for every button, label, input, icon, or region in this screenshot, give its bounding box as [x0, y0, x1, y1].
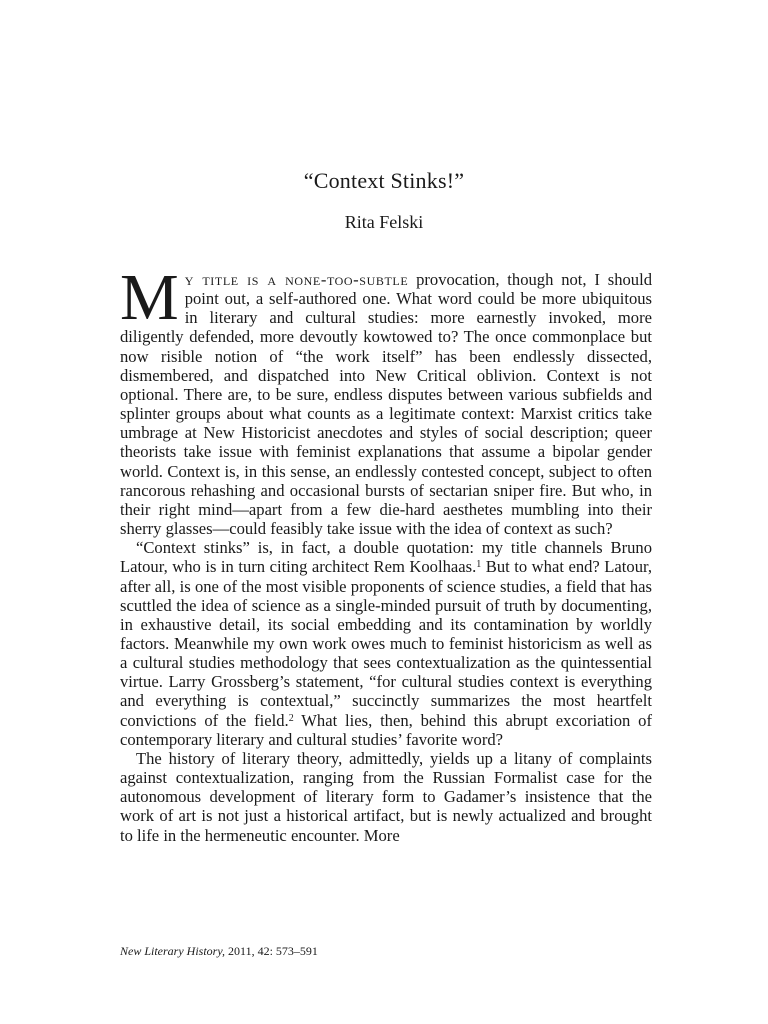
article-body: [120, 261, 653, 845]
drop-cap: M: [120, 261, 179, 334]
lead-small-caps: y title is a none-too-subtle: [184, 270, 409, 289]
paragraph-1: [120, 261, 652, 539]
paragraph-3: The history of literary theory, admittedly, yields up a litany of complaints against contextualization, ranging from the Russian Formalist case for the autonomous development of literary form to Gadamer’s insistence that the work of art is not just a historical artifact, but is newly actualized and brought to life in the hermeneutic encounter. More: [120, 748, 652, 845]
footnote-ref-1[interactable]: 1: [476, 559, 482, 571]
paragraph-2-text-c: What lies, then, behind this abrupt excoriation of contemporary literary and cultural studies’ favorite word?: [120, 710, 652, 749]
paragraph-2: [120, 538, 652, 749]
paragraph-2-text-a: “Context stinks” is, in fact, a double quotation: my title channels Bruno Latour, who is in turn citing architect Rem Koolhaas.: [120, 538, 652, 577]
paragraph-2-text-b: But to what end? Latour, after all, is one of the most visible proponents of science studies, a field that has scuttled the idea of science as a single-minded pursuit of truth by documenting, in exhaustive detail, its social embedding and its contamination by worldly factors. Meanwhile my own work owes much to feminist historicism as well as a cultural studies methodology that sees contextualization as the quintessential virtue. Larry Grossberg’s statement, “for cultural studies context is everything and everything is contextual,” succinctly summarizes the most heartfelt convictions of the field.: [120, 557, 653, 730]
page-footer: [120, 944, 318, 959]
article-title: “Context Stinks!”: [303, 168, 465, 193]
paragraph-1-text: provocation, though not, I should point out, a self-authored one. What word could be more ubiquitous in literary and cultural studies: more earnestly invoked, more diligently defended, more devoutly kowtowed to? The once commonplace but now risible notion of “the work itself” has been endlessly dissected, dismembered, and dispatched into New Critical oblivion. Context is not optional. There are, to be sure, endless disputes between various subfields and splinter groups about what counts as a legitimate context: Marxist critics take umbrage at New Historicist anecdotes and styles of social description; queer theorists take issue with feminist explanations that assume a bipolar gender world. Context is, in this sense, an endlessly contested concept, subject to often rancorous rehashing and occasional bursts of sectarian sniper fire. But who, in their right mind—apart from a few die-hard aesthetes mumbling into their sherry glasses—could feasibly take issue with the idea of context as such?: [120, 270, 652, 539]
author-name: Rita Felski: [344, 212, 424, 232]
citation-details: 2011, 42: 573–591: [225, 944, 318, 958]
footnote-ref-2[interactable]: 2: [288, 712, 294, 724]
journal-name: New Literary History,: [120, 944, 226, 958]
